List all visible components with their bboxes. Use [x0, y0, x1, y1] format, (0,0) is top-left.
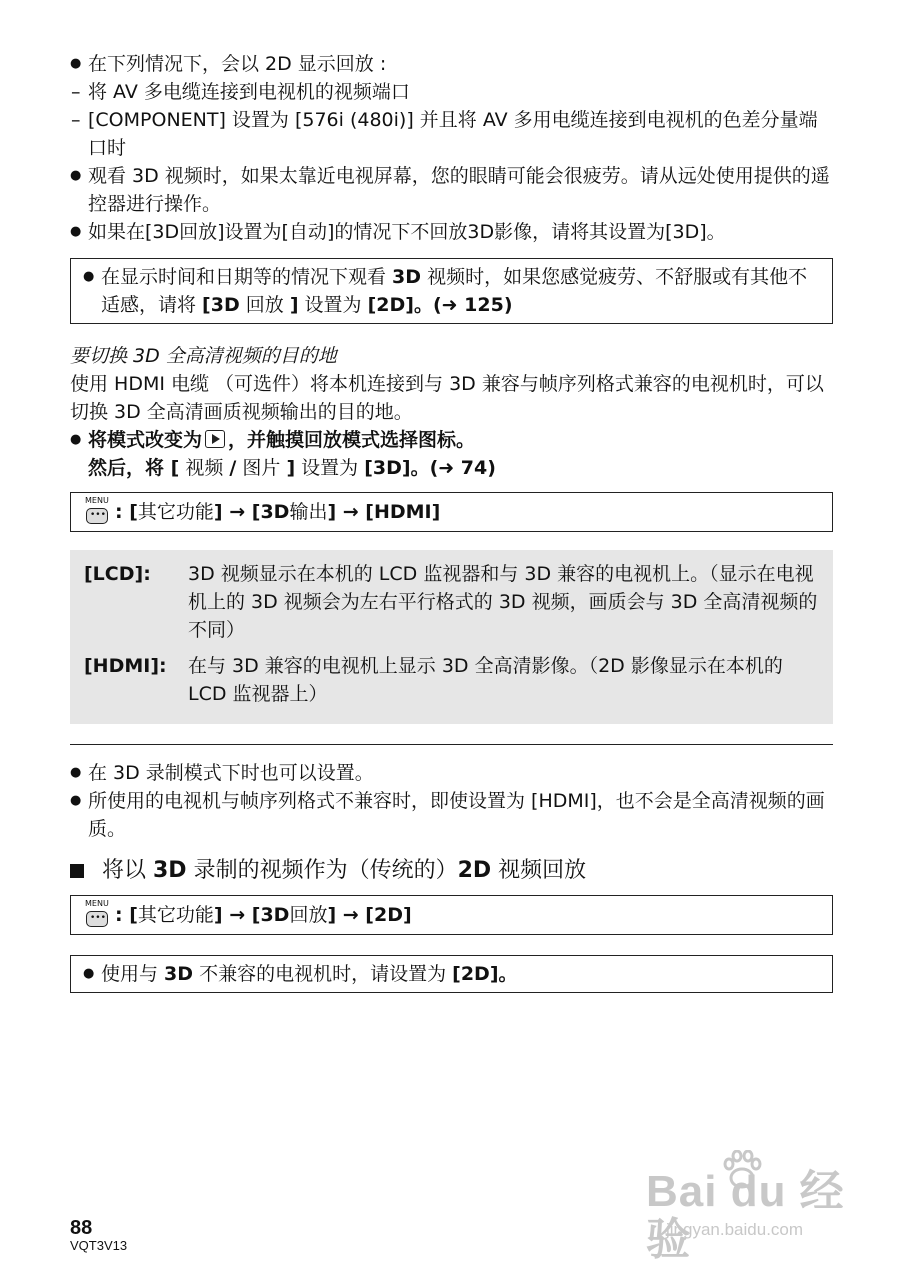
page-number: 88	[70, 1217, 93, 1239]
bullet-3d-record-mode: ● 在 3D 录制模式下时也可以设置。	[70, 759, 833, 787]
note-box-2d	[70, 955, 833, 993]
section-body: 使用 HDMI 电缆 （可选件）将本机连接到与 3D 兼容与帧序列格式兼容的电视机时，可以切换 3D 全高清画质视频输出的目的地。	[70, 373, 824, 423]
bullet-eye-fatigue: ● 观看 3D 视频时，如果太靠近电视屏幕，您的眼睛可能会很疲劳。请从远处使用提供的遥控器进行操作。	[70, 162, 833, 218]
options-table	[70, 550, 833, 724]
watermark-brand: Bai du 经验	[646, 1167, 845, 1264]
bullet-2d-playback: ● 在下列情况下，会以 2D 显示回放 :	[70, 50, 833, 78]
bullet-frame-sequential: ● 所使用的电视机与帧序列格式不兼容时，即使设置为 [HDMI]，也不会是全高清视频的画质。	[70, 787, 833, 843]
square-bullet-icon	[70, 864, 84, 878]
option-row-lcd	[84, 560, 819, 644]
note-2d-setting: ● 使用与 3D 不兼容的电视机时，请设置为 [2D]。	[83, 960, 822, 988]
option-description: 在与 3D 兼容的电视机上显示 3D 全高清影像。（2D 影像显示在本机的 LCD 监视器上）	[188, 655, 783, 705]
menu-path-3d-output: MENU ••• : [ 其它功能 ] → [3D 输出 ] → [HDMI]	[70, 492, 833, 532]
divider	[70, 744, 833, 745]
menu-icon: MENU •••	[83, 498, 111, 526]
subsection-heading: 将以 3D 录制的视频作为（传统的）2D 视频回放	[70, 857, 833, 885]
playback-mode-icon	[205, 430, 225, 448]
step-change-mode: ● 将模式改变为 ，并触摸回放模式选择图标。	[70, 426, 833, 454]
manual-page	[70, 50, 833, 993]
sub-item-av-cable: – 将 AV 多电缆连接到电视机的视频端口	[70, 78, 833, 106]
option-term: [LCD]:	[84, 563, 151, 585]
option-term: [HDMI]:	[84, 655, 167, 677]
step-set-video: 然后，将 [ 视频 / 图片 ] 设置为 [3D]。(➜ 74)	[88, 457, 496, 479]
option-description: 3D 视频显示在本机的 LCD 监视器和与 3D 兼容的电视机上。（显示在电视机上的 3D 视频会为左右平行格式的 3D 视频，画质会与 3D 全高清视频的不同）	[188, 563, 818, 641]
warning-note: ● 在显示时间和日期等的情况下观看 3D 视频时，如果您感觉疲劳、不舒服或有其他不适感，请将 [3D 回放 ] 设置为 [2D]。(➜ 125)	[83, 263, 822, 319]
sub-item-component: – [COMPONENT] 设置为 [576i (480i)] 并且将 AV 多用电缆连接到电视机的色差分量端口时	[70, 106, 833, 162]
warning-note-box	[70, 258, 833, 324]
watermark-url: jingyan.baidu.com	[666, 1220, 804, 1239]
bullet-3d-playback-setting: ● 如果在[3D回放]设置为[自动]的情况下不回放3D影像，请将其设置为[3D]。	[70, 218, 833, 246]
option-row-hdmi	[84, 652, 819, 708]
menu-icon: MENU •••	[83, 901, 111, 929]
document-code: VQT3V13	[70, 1238, 128, 1253]
menu-path-3d-playback: MENU ••• : [ 其它功能 ] → [3D 回放 ] → [2D]	[70, 895, 833, 935]
section-title: 要切换 3D 全高清视频的目的地	[70, 345, 337, 367]
baidu-watermark	[640, 1150, 870, 1264]
